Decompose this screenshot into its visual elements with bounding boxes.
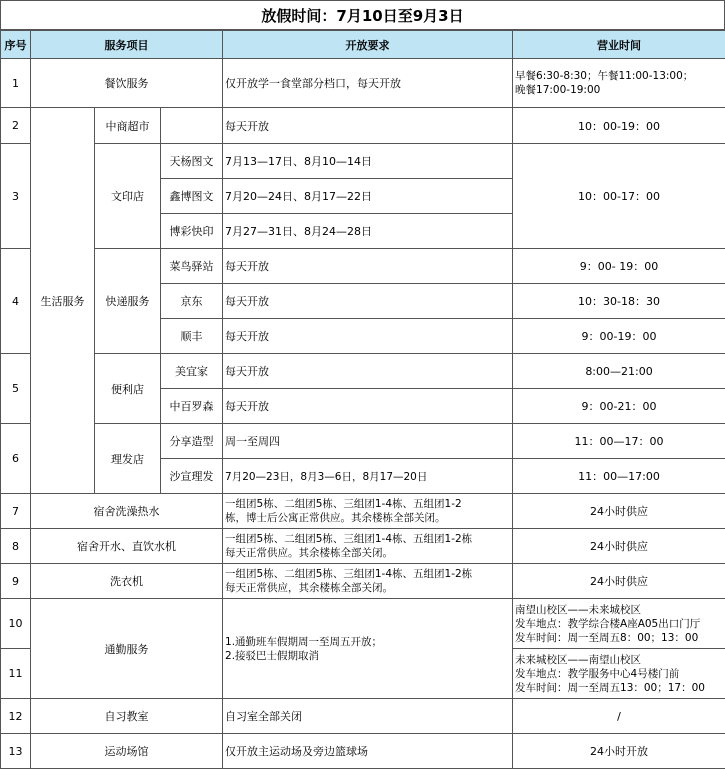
header-req: 开放要求	[223, 31, 513, 59]
requirement: 每天开放	[223, 389, 513, 424]
row-number: 6	[1, 424, 31, 494]
hours: 9：00- 19：00	[513, 249, 725, 284]
requirement: 7月20—23日，8月3—6日，8月17—20日	[223, 459, 513, 494]
requirement-line: 每天正常供应。其余楼栋全部关闭。	[225, 547, 394, 559]
bus-route-line: 发车时间：周一至周五8：00；13：00	[515, 631, 699, 644]
service-item: 自习教室	[31, 699, 223, 734]
requirement-line: 一组团5栋、二组团5栋、三组团1-4栋、五组团1-2栋	[225, 533, 473, 545]
hours: 24小时供应	[513, 529, 725, 564]
requirement: 每天开放	[223, 284, 513, 319]
shop-name: 京东	[161, 284, 223, 319]
table-row	[1, 144, 725, 179]
hours-line: 晚餐17:00-19:00	[515, 84, 601, 96]
table-row	[1, 59, 725, 108]
table-row	[1, 354, 725, 389]
requirement: 7月27—31日、8月24—28日	[223, 214, 513, 249]
hours: 9：00-19：00	[513, 319, 725, 354]
service-item: 餐饮服务	[31, 59, 223, 108]
bus-route-line: 南望山校区——未来城校区	[515, 603, 642, 616]
sub-category: 文印店	[95, 144, 161, 249]
row-number: 3	[1, 144, 31, 249]
requirement-line: 一组团5栋、二组团5栋、三组团1-4栋、五组团1-2栋	[225, 568, 473, 580]
requirement: 每天开放	[223, 319, 513, 354]
hours: 24小时供应	[513, 494, 725, 529]
row-number: 1	[1, 59, 31, 108]
hours: 11：00—17:00	[513, 459, 725, 494]
shop-name: 顺丰	[161, 319, 223, 354]
table-row	[1, 494, 725, 529]
requirement-line: 栋，博士后公寓正常供应。其余楼栋全部关闭。	[225, 512, 446, 524]
requirement	[223, 529, 513, 564]
requirement-line: 2.接驳巴士假期取消	[225, 649, 320, 662]
row-number: 9	[1, 564, 31, 599]
shop-name: 鑫博图文	[161, 179, 223, 214]
requirement: 周一至周四	[223, 424, 513, 459]
hours: 9：00-21：00	[513, 389, 725, 424]
requirement: 7月20—24日、8月17—22日	[223, 179, 513, 214]
table-row	[1, 424, 725, 459]
table-row	[1, 108, 725, 144]
requirement-line: 1.通勤班车假期周一至周五开放；	[225, 635, 383, 648]
requirement: 7月13—17日、8月10—14日	[223, 144, 513, 179]
hours: /	[513, 699, 725, 734]
header-row	[1, 31, 725, 59]
hours: 10：00-19：00	[513, 108, 725, 144]
page-title: 放假时间：7月10日至9月3日	[0, 0, 725, 30]
row-number: 2	[1, 108, 31, 144]
row-number: 4	[1, 249, 31, 354]
bus-route-line: 发车地点：教学综合楼A座A05出口门厅	[515, 617, 701, 630]
sub-category: 便利店	[95, 354, 161, 424]
row-number: 8	[1, 529, 31, 564]
shop-name: 分享造型	[161, 424, 223, 459]
service-item: 通勤服务	[31, 599, 223, 699]
service-item: 宿舍开水、直饮水机	[31, 529, 223, 564]
row-number: 11	[1, 649, 31, 699]
requirement	[223, 599, 513, 699]
hours: 10：30-18：30	[513, 284, 725, 319]
empty-cell	[161, 108, 223, 144]
service-item: 宿舍洗澡热水	[31, 494, 223, 529]
row-number: 7	[1, 494, 31, 529]
bus-route-line: 发车时间：周一至周五13：00；17：00	[515, 681, 705, 694]
row-number: 13	[1, 734, 31, 769]
header-no: 序号	[1, 31, 31, 59]
requirement: 每天开放	[223, 354, 513, 389]
shop-name: 中百罗森	[161, 389, 223, 424]
hours-line: 早餐6:30-8:30；午餐11:00-13:00；	[515, 70, 694, 82]
row-number: 5	[1, 354, 31, 424]
requirement: 仅开放学一食堂部分档口，每天开放	[223, 59, 513, 108]
shop-name: 沙宣理发	[161, 459, 223, 494]
requirement	[223, 494, 513, 529]
bus-route-2	[513, 649, 725, 699]
shop-name: 菜鸟驿站	[161, 249, 223, 284]
header-item: 服务项目	[31, 31, 223, 59]
shop-name: 天杨图文	[161, 144, 223, 179]
bus-route-1	[513, 599, 725, 649]
hours	[513, 59, 725, 108]
row-number: 10	[1, 599, 31, 649]
sub-category: 快递服务	[95, 249, 161, 354]
service-item: 洗衣机	[31, 564, 223, 599]
hours: 8:00—21:00	[513, 354, 725, 389]
requirement: 每天开放	[223, 249, 513, 284]
bus-route-line: 发车地点：教学服务中心4号楼门前	[515, 667, 680, 680]
table-row	[1, 734, 725, 769]
shop-name: 美宜家	[161, 354, 223, 389]
header-hours: 营业时间	[513, 31, 725, 59]
table-row	[1, 249, 725, 284]
table-row	[1, 529, 725, 564]
life-service-category: 生活服务	[31, 108, 95, 494]
sub-category: 理发店	[95, 424, 161, 494]
hours: 24小时供应	[513, 564, 725, 599]
requirement: 仅开放主运动场及旁边篮球场	[223, 734, 513, 769]
bus-route-line: 未来城校区——南望山校区	[515, 653, 642, 666]
table-row	[1, 599, 725, 649]
schedule-table	[0, 30, 725, 769]
requirement-line: 每天正常供应，其余楼栋全部关闭。	[225, 582, 394, 594]
shop-name: 博彩快印	[161, 214, 223, 249]
table-row	[1, 699, 725, 734]
hours: 24小时开放	[513, 734, 725, 769]
sub-category: 中商超市	[95, 108, 161, 144]
table-row	[1, 564, 725, 599]
requirement: 自习室全部关闭	[223, 699, 513, 734]
hours: 10：00-17：00	[513, 144, 725, 249]
row-number: 12	[1, 699, 31, 734]
service-item: 运动场馆	[31, 734, 223, 769]
requirement: 每天开放	[223, 108, 513, 144]
requirement	[223, 564, 513, 599]
requirement-line: 一组团5栋、二组团5栋、三组团1-4栋、五组团1-2	[225, 498, 462, 510]
hours: 11：00—17：00	[513, 424, 725, 459]
